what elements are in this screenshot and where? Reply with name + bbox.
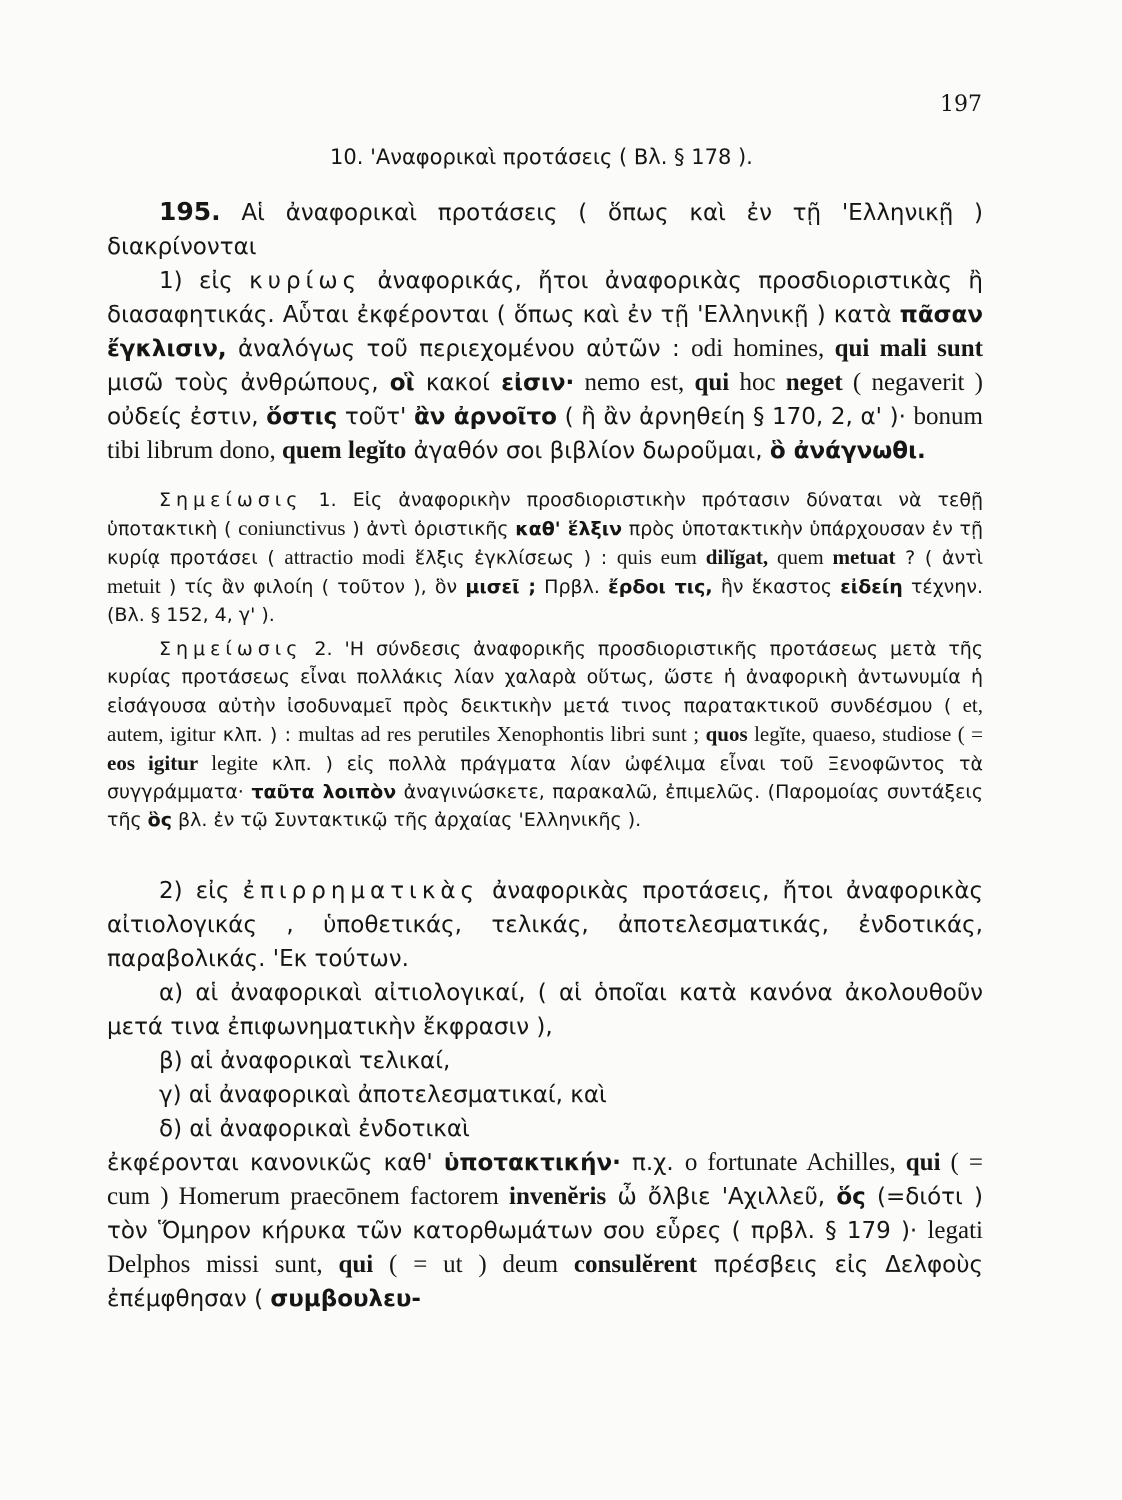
- text: κακοί: [414, 370, 502, 396]
- paragraph-195: [107, 195, 983, 264]
- spaced-term: Σημείωσις: [159, 489, 303, 511]
- latin-bold: invenĕris: [509, 1183, 607, 1210]
- bold-term: συμβουλευ-: [270, 1286, 421, 1312]
- latin-text: o fortunate Achilles,: [684, 1149, 906, 1176]
- latin-text: metuit: [107, 574, 161, 598]
- bold-term: ὃς: [147, 809, 172, 831]
- bold-term: ταῦτα λοιπὸν: [251, 781, 397, 803]
- text: ? ( ἀντὶ: [895, 547, 984, 569]
- paragraph-number: 195.: [159, 197, 221, 226]
- paragraph-2: [107, 874, 983, 976]
- spaced-term: κυρίως: [249, 268, 362, 294]
- latin-text: odi homines,: [691, 335, 835, 362]
- bold-term: εἰσιν·: [501, 370, 575, 396]
- note-1: [107, 486, 983, 629]
- bold-term: πᾶσαν ἔγκλισιν,: [107, 302, 983, 362]
- text: ἕλξις ἐγκλίσεως ) :: [405, 547, 617, 569]
- text: ἐκφέρονται κανονικῶς καθ': [107, 1150, 444, 1176]
- text: ἀναφορικὰς προτάσεις, ἤτοι ἀναφορικὰς αἰτιολογικάς , ὑποθετικάς, τελικάς, ἀποτελεσματικάς, ἐνδοτικάς, παραβολικάς. 'Εκ τούτων.: [107, 878, 983, 972]
- text: Αἱ ἀναφορικαὶ προτάσεις ( ὅπως καὶ ἐν τῇ 'Ελληνικῇ ) διακρίνονται: [107, 200, 983, 260]
- bold-term: ὅς: [836, 1184, 866, 1210]
- latin-text: ( = ut ) deum: [373, 1251, 574, 1278]
- latin-text: legite: [198, 751, 258, 775]
- section-heading: 10. 'Αναφορικαὶ προτάσεις ( Βλ. § 178 ).: [330, 145, 753, 169]
- latin-text: et, autem, igitur: [107, 693, 983, 746]
- text: μισῶ τοὺς ἀνθρώπους,: [107, 370, 390, 396]
- text: 2. 'Η σύνδεσις ἀναφορικῆς προσδιοριστικῆς προτάσεως μετὰ τῆς κυρίας προτάσεως εἶναι πολλάκις λίαν χαλαρὰ οὕτως, ὥστε ἡ ἀναφορικὴ ἀντωνυμία ἡ εἰσάγουσα αὐτὴν ἰσοδυναμεῖ πρὸς δεικτικὴν μετά τινος παρατακτικοῦ συνδέσμου (: [107, 638, 983, 717]
- text: 1) εἰς: [159, 268, 250, 294]
- bold-term: μισεῖ ;: [465, 576, 536, 598]
- latin-text: bonum tibi librum dono,: [107, 403, 983, 464]
- spaced-term: Σημείωσις: [159, 638, 303, 660]
- text: πρὸς ὑποτακτικὴν ὑπάρχουσαν ἐν τῇ κυρίᾳ προτάσει (: [107, 518, 983, 569]
- text: Πρβλ.: [535, 576, 609, 598]
- latin-bold: quos: [705, 722, 748, 746]
- text: 1. Εἰς ἀναφορικὴν προσδιοριστικὴν πρότασιν δύναται νὰ τεθῇ ὑποτακτικὴ (: [107, 489, 983, 540]
- text: ) τίς ἂν φιλοίη ( τοῦτον ), ὃν: [160, 576, 466, 598]
- bold-term: ὃ ἀνάγνωθι.: [769, 438, 926, 464]
- text: ἀναγινώσκετε, παρακαλῶ, ἐπιμελῶς. (Παρομοίας συντάξεις τῆς: [107, 781, 983, 831]
- text: ) ἀντὶ ὁριστικῆς: [345, 518, 516, 540]
- text: π.χ.: [620, 1150, 685, 1176]
- list-item-c: γ) αἱ ἀναφορικαὶ ἀποτελεσματικαί, καὶ: [159, 1082, 607, 1108]
- latin-text: attractio modi: [284, 545, 406, 569]
- bold-term: οἳ: [389, 370, 415, 396]
- text: κλπ. ) εἰς πολλὰ πράγματα λίαν ὠφέλιμα εἶναι τοῦ Ξενοφῶντος τὰ συγγράμματα·: [107, 753, 983, 803]
- latin-text: nemo est,: [574, 369, 695, 396]
- text: πρέσβεις εἰς Δελφοὺς ἐπέμφθησαν (: [107, 1252, 983, 1312]
- text: 2) εἰς: [159, 878, 243, 904]
- latin-bold: consulĕrent: [573, 1251, 697, 1278]
- latin-text: coniunctivus: [238, 516, 346, 540]
- latin-text: ( negaverit ): [842, 369, 983, 396]
- latin-text: legati Delphos missi sunt,: [107, 1217, 983, 1278]
- bold-term: εἰδείη: [840, 576, 903, 598]
- bold-term: ἔρδοι τις,: [608, 576, 713, 598]
- list-item-a: α) αἱ ἀναφορικαὶ αἰτιολογικαί, ( αἱ ὁποῖαι κατὰ κανόνα ἀκολουθοῦν μετά τινα ἐπιφωνηματικὴν ἔκφρασιν ),: [107, 980, 983, 1040]
- latin-text: hoc: [729, 369, 786, 396]
- page-number: 197: [940, 92, 982, 117]
- latin-text: multas ad res perutiles Xenophontis libri sunt ;: [298, 722, 706, 746]
- paragraph-1: [107, 264, 983, 468]
- latin-bold: dilĭgat,: [705, 545, 769, 569]
- bold-term: καθ' ἕλξιν: [515, 518, 623, 540]
- latin-bold: qui: [338, 1251, 374, 1278]
- text: ὦ ὄλβιε 'Αχιλλεῦ,: [606, 1184, 837, 1210]
- latin-bold: neget: [785, 369, 843, 396]
- bold-term: ἂν ἀρνοῖτο: [413, 404, 557, 430]
- page-body: [107, 195, 983, 1316]
- latin-bold: metuat: [832, 545, 896, 569]
- text: τέχνην. (Βλ. § 152, 4, γ' ).: [107, 576, 983, 626]
- latin-text: quis eum: [616, 545, 706, 569]
- text: οὐδείς ἐστιν,: [107, 404, 267, 430]
- bold-term: ὑποτακτικήν·: [443, 1150, 621, 1176]
- text: βλ. ἐν τῷ Συντακτικῷ τῆς ἀρχαίας 'Ελληνικῆς ).: [172, 809, 642, 831]
- latin-bold: qui: [694, 369, 730, 396]
- latin-text: ( = cum ) Homerum praecōnem factorem: [107, 1149, 983, 1210]
- text: κλπ. ) :: [215, 724, 299, 746]
- list-item-b: β) αἱ ἀναφορικαὶ τελικαί,: [159, 1048, 451, 1074]
- text: τοῦτ': [337, 404, 414, 430]
- text: ἣν ἕκαστος: [712, 576, 841, 598]
- latin-bold: qui: [905, 1149, 941, 1176]
- list-item-d: δ) αἱ ἀναφορικαὶ ἐνδοτικαὶ: [159, 1116, 470, 1142]
- note-2: [107, 635, 983, 834]
- bold-term: ὅστις: [266, 404, 338, 430]
- latin-bold: quem legĭto: [282, 437, 407, 464]
- paragraph-3: [107, 1146, 983, 1316]
- spaced-term: ἐπιρρηματικὰς: [242, 878, 480, 904]
- latin-bold: qui mali sunt: [834, 335, 983, 362]
- text: (=διότι ) τὸν Ὅμηρον κήρυκα τῶν κατορθωμάτων σου εὗρες ( πρβλ. § 179 )·: [107, 1184, 983, 1244]
- text: ἀγαθόν σοι βιβλίον δωροῦμαι,: [406, 438, 770, 464]
- text: ( ἢ ἂν ἀρνηθείη § 170, 2, α' )·: [556, 404, 914, 430]
- text: ἀναλόγως τοῦ περιεχομένου αὐτῶν :: [226, 336, 692, 362]
- latin-bold: eos igitur: [107, 751, 199, 775]
- text: ἀναφορικάς, ἤτοι ἀναφορικὰς προσδιοριστικὰς ἢ διασαφητικάς. Αὗται ἐκφέρονται ( ὅπως καὶ ἐν τῇ 'Ελληνικῇ ) κατὰ: [107, 268, 983, 328]
- latin-text: quem: [768, 545, 833, 569]
- latin-text: legĭte, quaeso, studiose ( =: [747, 722, 983, 746]
